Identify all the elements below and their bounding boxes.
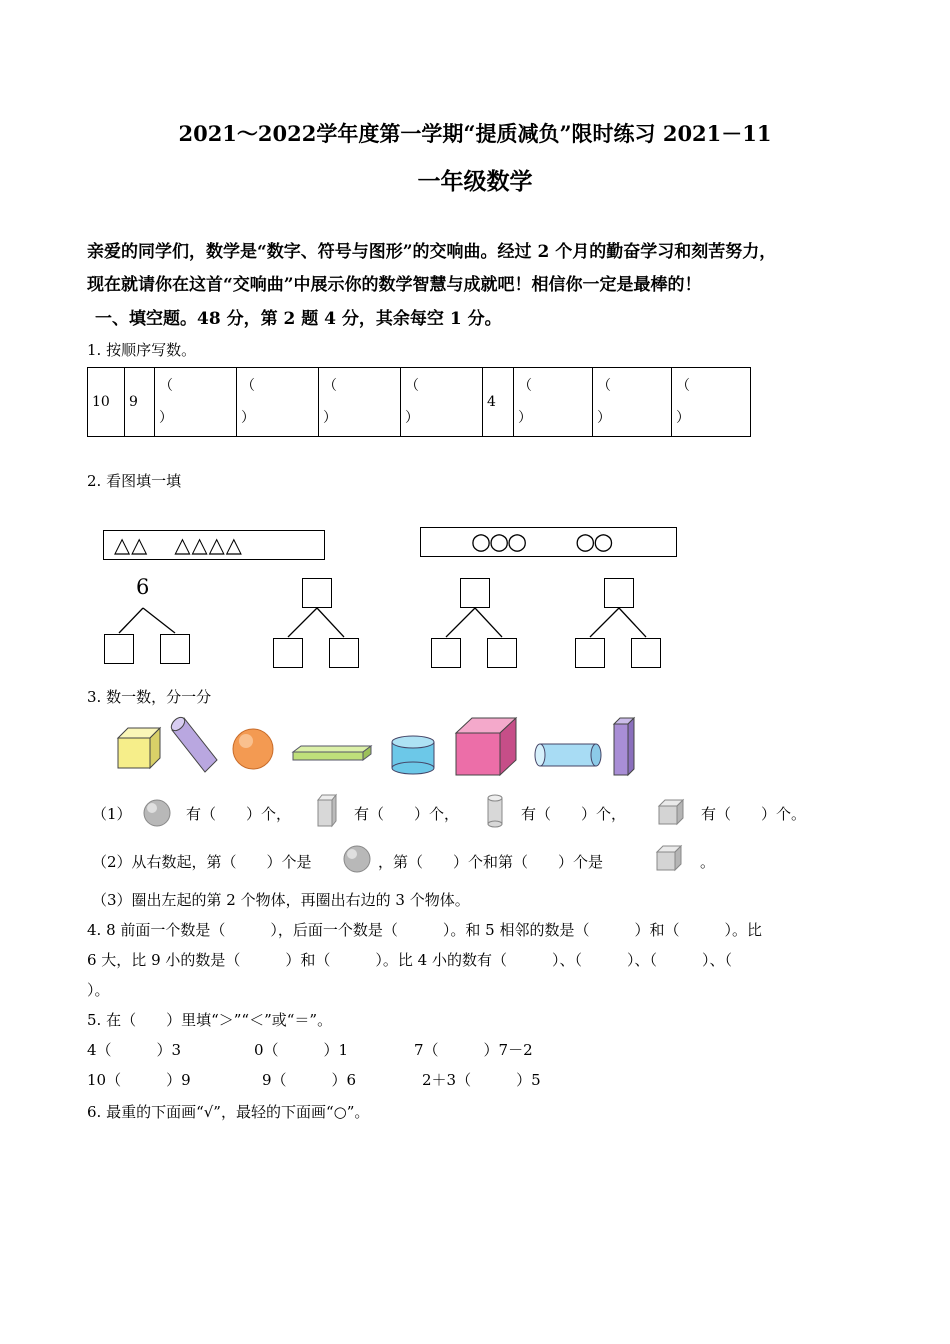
gray-sphere-icon xyxy=(344,846,370,872)
compare-item: 9（ ）6 xyxy=(262,1071,357,1089)
q3-part1-prism-count: 有（ ）个， xyxy=(354,805,460,823)
triangle-icon: △ xyxy=(131,533,149,557)
circle-icon: ○ xyxy=(507,529,526,555)
question-2-label: 2. 看图填一填 xyxy=(87,472,182,490)
question-4-line-1: 4. 8 前面一个数是（ ），后面一个数是（ ）。和 5 相邻的数是（ ）和（ ）。比 xyxy=(87,921,762,939)
q3-part2-b: ，第（ ）个和第（ ）个是 xyxy=(378,853,604,871)
triangle-icon: △ xyxy=(208,533,226,557)
q3-part1-number: （1） xyxy=(92,805,132,823)
sequence-cell: 4 xyxy=(483,368,514,437)
sequence-cell: 9 xyxy=(125,368,155,437)
sequence-blank[interactable]: （ ） xyxy=(514,368,593,437)
document-subtitle: 一年级数学 xyxy=(417,168,533,195)
gray-cylinder-icon xyxy=(488,795,502,827)
lightblue-cylinder-icon xyxy=(535,744,601,766)
orange-sphere-icon xyxy=(233,729,273,769)
circle-icon: ○ xyxy=(575,529,594,555)
section-heading: 一、填空题。48 分，第 2 题 4 分，其余每空 1 分。 xyxy=(95,309,502,329)
triangle-icon: △ xyxy=(114,533,132,557)
question-4-line-2: 6 大，比 9 小的数是（ ）和（ ）。比 4 小的数有（ ）、（ ）、（ ）、（ xyxy=(87,951,732,969)
sequence-blank[interactable]: （ ） xyxy=(593,368,672,437)
q3-part1-cube-count: 有（ ）个。 xyxy=(701,805,807,823)
pink-cube-icon xyxy=(456,718,516,775)
compare-item: 10（ ）9 xyxy=(87,1071,191,1089)
gray-cube-icon xyxy=(659,800,683,824)
question-6-label: 6. 最重的下面画“√”，最轻的下面画“○”。 xyxy=(87,1103,370,1121)
violet-prism-icon xyxy=(614,718,634,775)
tree-top-number: 6 xyxy=(136,575,150,599)
compare-item: 2＋3（ ）5 xyxy=(422,1071,541,1089)
sequence-cell: 10 xyxy=(88,368,125,437)
yellow-cube-icon xyxy=(118,728,160,768)
gray-sphere-icon xyxy=(144,800,170,826)
circle-icon: ○ xyxy=(489,529,508,555)
triangle-icon: △ xyxy=(174,533,192,557)
q3-part2-a: （2）从右数起，第（ ）个是 xyxy=(92,853,312,871)
compare-item: 0（ ）1 xyxy=(254,1041,349,1059)
circle-icon: ○ xyxy=(593,529,612,555)
gray-prism-icon xyxy=(318,795,336,826)
question-1-label: 1. 按顺序写数。 xyxy=(87,341,197,359)
gray-cube-icon xyxy=(657,846,681,870)
q3-part1-cylinder-count: 有（ ）个， xyxy=(521,805,627,823)
q3-part1-sphere-count: 有（ ）个， xyxy=(186,805,292,823)
question-5-label: 5. 在（ ）里填“＞”“＜”或“＝”。 xyxy=(87,1011,333,1029)
green-bar-icon xyxy=(293,746,371,760)
sequence-blank[interactable]: （ ） xyxy=(319,368,401,437)
document-title: 2021～2022学年度第一学期“提质减负”限时练习 2021－11 xyxy=(178,121,772,146)
compare-item: 7（ ）7－2 xyxy=(414,1041,533,1059)
question-3-label: 3. 数一数，分一分 xyxy=(87,688,212,706)
circle-icon: ○ xyxy=(471,529,490,555)
sequence-blank[interactable]: （ ） xyxy=(672,368,751,437)
blue-cylinder-icon xyxy=(392,736,434,774)
purple-cylinder-icon xyxy=(169,715,217,772)
triangle-icon: △ xyxy=(225,533,243,557)
question-4-line-3: ）。 xyxy=(87,981,110,999)
compare-item: 4（ ）3 xyxy=(87,1041,182,1059)
sequence-blank[interactable]: （ ） xyxy=(155,368,237,437)
intro-line-1: 亲爱的同学们，数学是“数字、符号与图形”的交响曲。经过 2 个月的勤奋学习和刻苦努力， xyxy=(87,242,777,262)
triangle-icon: △ xyxy=(191,533,209,557)
q3-part3: （3）圈出左起的第 2 个物体，再圈出右边的 3 个物体。 xyxy=(92,891,470,909)
q3-part2-c: 。 xyxy=(700,853,716,871)
intro-line-2: 现在就请你在这首“交响曲”中展示你的数学智慧与成就吧！相信你一定是最棒的！ xyxy=(87,275,702,295)
sequence-blank[interactable]: （ ） xyxy=(401,368,483,437)
sequence-blank[interactable]: （ ） xyxy=(237,368,319,437)
